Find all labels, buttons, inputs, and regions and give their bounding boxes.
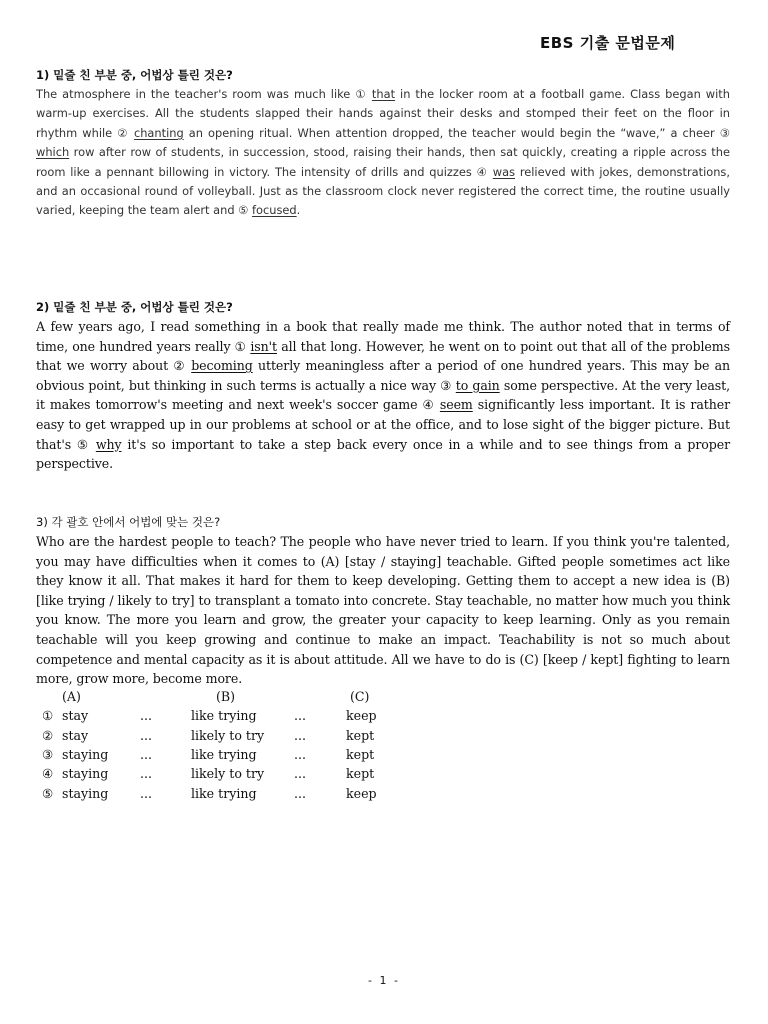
choice-separator: ... <box>140 746 153 762</box>
column-b-label: (B) <box>216 688 236 704</box>
underlined-option-3: to gain <box>455 377 500 393</box>
underlined-option-1: that <box>371 87 396 101</box>
question-3-passage: Who are the hardest people to teach? The people who have never tried to learn. If you think you're talented, you may have difficulties when it comes to (A) [stay / staying] teachable. Gifted people sometimes act like they know it all. That makes it hard for them to keep developing. Getting them to accept a new idea is (B) [like trying / likely to try] to transplant a tomato into concrete. Stay teachable, no matter how much you think you know. The more you learn and grow, the greater your capacity to keep learning. Only as you remain teachable will you keep growing and continue to make an impact. Teachability is not so much about competence and mental capacity as it is about attitude. All we have to do is (C) [keep / kept] fighting to learn more, grow more, become more. <box>36 534 730 687</box>
question-2-passage <box>36 317 730 474</box>
passage-text: row after row of students, in succession, stood, raising their hands, then sat quickly, creating a ripple across the room like a pennant billowing in victory. The intensity of drills and quizzes ④ <box>36 145 730 179</box>
choice-number: ④ <box>42 766 54 782</box>
choice-separator: ... <box>140 727 153 743</box>
choice-row-2 <box>36 728 730 747</box>
choice-row-3 <box>36 747 730 766</box>
question-1 <box>36 67 730 221</box>
choice-b: like trying <box>191 746 257 762</box>
passage-text: relieved with jokes, demonstrations, and an occasional round of volleyball. Just as the classroom clock never registered the correct time, the routine usually varied, keeping the team alert and ⑤ <box>36 164 730 218</box>
choice-b: likely to try <box>191 727 265 743</box>
choice-separator: ... <box>294 785 307 801</box>
passage-text: in the locker room at a football game. Class began with warm-up exercises. All the students slapped their hands against their desks and stomped their feet on the floor in rhythm while ② <box>36 87 730 140</box>
passage-text: . <box>296 203 301 218</box>
underlined-option-2: becoming <box>191 358 253 374</box>
passage-text: A few years ago, I read something in a book that really made me think. The author noted that in terms of time, one hundred years really ① <box>36 319 730 354</box>
question-2 <box>36 299 730 474</box>
choice-separator: ... <box>294 766 307 782</box>
choice-b: like trying <box>191 708 257 724</box>
choice-c: keep <box>346 708 377 724</box>
question-1-heading: 1) 밑줄 친 부분 중, 어법상 틀린 것은? <box>36 68 233 82</box>
question-3 <box>36 514 730 805</box>
choice-b: like trying <box>191 785 257 801</box>
underlined-option-1: isn't <box>250 338 277 354</box>
choice-separator: ... <box>294 708 307 724</box>
choice-c: keep <box>346 785 377 801</box>
choice-row-5 <box>36 786 730 805</box>
underlined-option-4: was <box>492 164 516 179</box>
choice-a: stay <box>62 708 89 724</box>
underlined-option-5: focused <box>252 203 297 218</box>
choice-separator: ... <box>140 708 153 724</box>
passage-text: it's so important to take a step back every once in a while and to see things from a proper perspective. <box>36 436 731 472</box>
choice-number: ⑤ <box>42 785 54 801</box>
passage-text: some perspective. At the very least, it makes tomorrow's meeting and next week's soccer game ④ <box>36 377 731 413</box>
choice-a: staying <box>62 785 109 801</box>
choice-a: staying <box>62 766 109 782</box>
column-a-label: (A) <box>62 688 81 704</box>
choice-number: ② <box>42 727 54 743</box>
choice-number: ③ <box>42 746 54 762</box>
choice-c: kept <box>346 766 375 782</box>
underlined-option-3: which <box>36 145 70 160</box>
question-3-heading: 3) 각 괄호 안에서 어법에 맞는 것은? <box>36 515 221 529</box>
choice-row-1 <box>36 708 730 727</box>
choice-separator: ... <box>140 766 153 782</box>
page-number: - 1 - <box>368 974 400 987</box>
choice-c: kept <box>346 727 375 743</box>
choice-c: kept <box>346 746 375 762</box>
passage-text: an opening ritual. When attention dropped, the teacher would begin the “wave,” a cheer ③ <box>183 125 730 140</box>
passage-text: significantly less important. It is rather easy to get wrapped up in our problems at school or at the office, and to lose sight of the bigger picture. But that's ⑤ <box>36 397 731 452</box>
underlined-option-4: seem <box>439 397 473 413</box>
document-title: EBS 기출 문법문제 <box>540 34 676 52</box>
choice-separator: ... <box>140 785 153 801</box>
question-2-heading: 2) 밑줄 친 부분 중, 어법상 틀린 것은? <box>36 300 233 314</box>
choice-a: staying <box>62 746 109 762</box>
choice-b: likely to try <box>191 766 265 782</box>
passage-text: The atmosphere in the teacher's room was much like ① <box>36 87 372 101</box>
underlined-option-5: why <box>95 436 122 452</box>
passage-text: utterly meaningless after a period of one hundred years. This may be an obvious point, but thinking in such terms is actually a nice way ③ <box>36 358 731 393</box>
question-1-passage <box>36 85 730 221</box>
choice-separator: ... <box>294 746 307 762</box>
answer-choices <box>36 689 730 805</box>
choice-a: stay <box>62 727 89 743</box>
choices-header <box>36 689 730 708</box>
choice-number: ① <box>42 708 54 724</box>
underlined-option-2: chanting <box>133 125 184 140</box>
column-c-label: (C) <box>350 688 370 704</box>
passage-text: all that long. However, he went on to point out that all of the problems that we worry about ② <box>36 338 730 374</box>
choice-separator: ... <box>294 727 307 743</box>
choice-row-4 <box>36 766 730 785</box>
